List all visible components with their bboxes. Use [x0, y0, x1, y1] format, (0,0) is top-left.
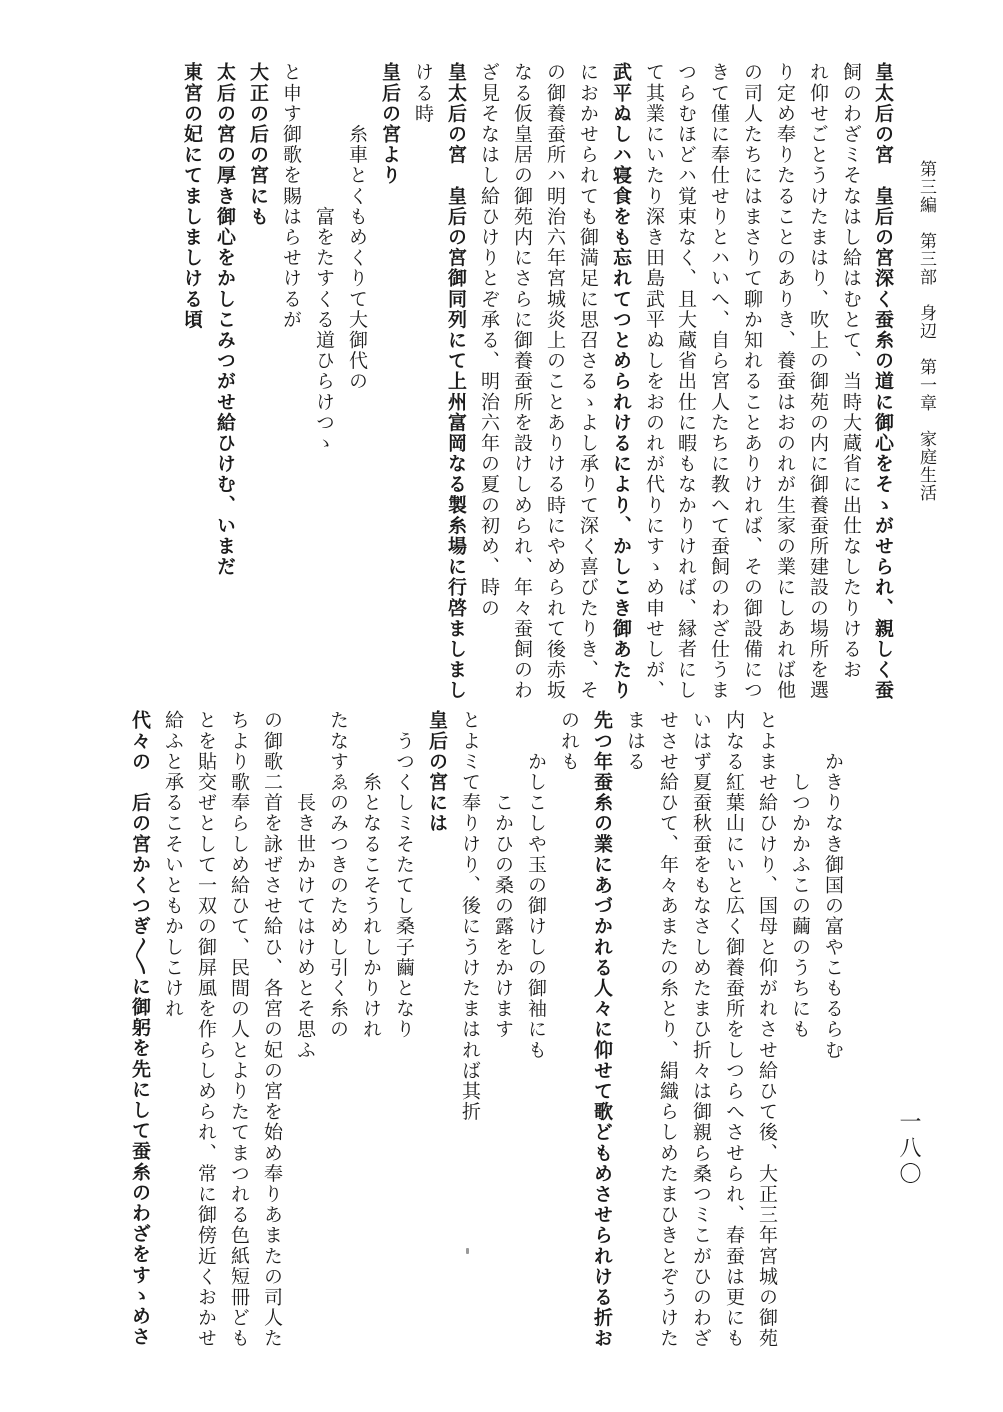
header-section: 身辺: [916, 304, 936, 340]
lower-column: とを貼交ぜとして一双の御屏風を作らしめられ、常に御傍近くおかせ: [195, 710, 217, 1349]
upper-column: り定め奉りたることのありき、養蚕はおのれが生家の業にしあれば他: [774, 62, 796, 701]
upper-column: 武平ぬしハ寝食をも忘れてつとめられけるにより、かしこき御あたり: [610, 62, 632, 701]
upper-column: れ仰せごとうけたまはり、吹上の御苑の内に御養蚕所建設の場所を選: [807, 62, 829, 701]
upper-column: の御養蚕所ハ明治六年宮城炎上のことありける時にやめられて後赤坂: [544, 62, 566, 701]
header-chapter-title: 家庭生活: [916, 430, 936, 502]
upper-column: ける時: [412, 62, 434, 124]
lower-column: とよませ給ひけり、国母と仰がれさせ給ひて後、大正三年宮城の御苑: [756, 710, 778, 1349]
upper-column: て其業にいたり深き田島武平ぬしをおのれが代りにすゝめ申せしが、: [643, 62, 665, 701]
upper-column: きて僅に奉仕せりとハいへ、自ら宮人たちに教へて蚕飼のわざ仕うま: [708, 62, 730, 701]
scan-speck: [466, 1248, 469, 1254]
running-header: [917, 160, 934, 502]
upper-column: 東宮の妃にてましましける頃: [181, 62, 203, 330]
upper-column: 大正の后の宮にも: [247, 62, 269, 227]
upper-column: 皇后の宮より: [379, 62, 401, 186]
upper-column: 糸車とくもめくりて大御代の: [346, 62, 368, 392]
lower-column: ちより歌奉らしめ給ひて、民間の人とよりたてまつれる色紙短冊ども: [228, 710, 250, 1349]
lower-column: のれも: [558, 710, 580, 772]
upper-column: の司人たちにはまさりて聊か知れることありければ、その御設備につ: [741, 62, 763, 701]
upper-column: ざ見そなはし給ひけりとぞ承る、明治六年の夏の初め、時の: [478, 62, 500, 619]
lower-column: せさせ給ひて、年々あまたの糸とり、絹織らしめたまひきとぞうけた: [657, 710, 679, 1349]
lower-column: まはる: [624, 710, 646, 772]
lower-column: 長き世かけてはけめとそ思ふ: [294, 710, 316, 1061]
header-bu: 第三部: [916, 232, 936, 286]
lower-column: 糸となるこそうれしかりけれ: [360, 710, 382, 1040]
page-number: 一八〇: [896, 1110, 921, 1188]
lower-column: の御歌二首を詠ぜさせ給ひ、各宮の妃の宮を始め奉りあまたの司人た: [261, 710, 283, 1349]
upper-column: なる仮皇居の御苑内にさらに御養蚕所を設けしめられ、年々蚕飼のわ: [511, 62, 533, 701]
header-chapter: 第一章: [916, 358, 936, 412]
upper-column: 富をたすくる道ひらけつゝ: [313, 62, 335, 454]
lower-column: こかひの桑の露をかけます: [492, 710, 514, 1040]
lower-column: いはず夏蚕秋蚕をもなさしめたまひ折々は御親ら桑つミこがひのわざ: [690, 710, 712, 1349]
upper-column: におかせられても御満足に思召さるゝよし承りて深く喜びたりき、そ: [577, 62, 599, 701]
lower-column: かしこしや玉の御けしの御袖にも: [525, 710, 547, 1061]
lower-column: 給ふと承るこそいともかしこけれ: [162, 710, 184, 1019]
upper-column: 皇太后の宮 皇后の宮深く蚕糸の道に御心をそゝがせられ、親しく蚕: [872, 62, 894, 701]
lower-column: 先つ年蚕糸の業にあづかれる人々に仰せて歌どもめさせられける折お: [591, 710, 613, 1349]
lower-column: 皇后の宮には: [426, 710, 448, 834]
upper-column: 太后の宮の厚き御心をかしこみつがせ給ひけむ、いまだ: [214, 62, 236, 577]
lower-column: しつかかふこの繭のうちにも: [789, 710, 811, 1040]
upper-column: 皇太后の宮 皇后の宮御同列にて上州富岡なる製糸場に行啓ましまし: [445, 62, 467, 701]
header-hen: 第三編: [916, 160, 936, 214]
lower-column: 代々の 后の宮かくつぎ〳〵に御躬を先にして蚕糸のわざをすゝめさ: [129, 710, 151, 1347]
lower-column: 内なる紅葉山にいと広く御養蚕所をしつらへさせられ、春蚕は更にも: [723, 710, 745, 1349]
lower-column: とよミて奉りけり、後にうけたまはれば其折: [459, 710, 481, 1122]
lower-column: かきりなき御国の富やこもるらむ: [822, 710, 844, 1061]
upper-column: 飼のわざミそなはし給はむとて、当時大蔵省に出仕なしたりけるお: [840, 62, 862, 680]
upper-column: つらむほどハ覚束なく、且大蔵省出仕に暇もなかりければ、縁者にし: [675, 62, 697, 701]
upper-column: と申す御歌を賜はらせけるが: [280, 62, 302, 330]
lower-column: たなすゑのみつきのためし引く糸の: [327, 710, 349, 1040]
lower-column: うつくしミそたてし桑子繭となり: [393, 710, 415, 1040]
